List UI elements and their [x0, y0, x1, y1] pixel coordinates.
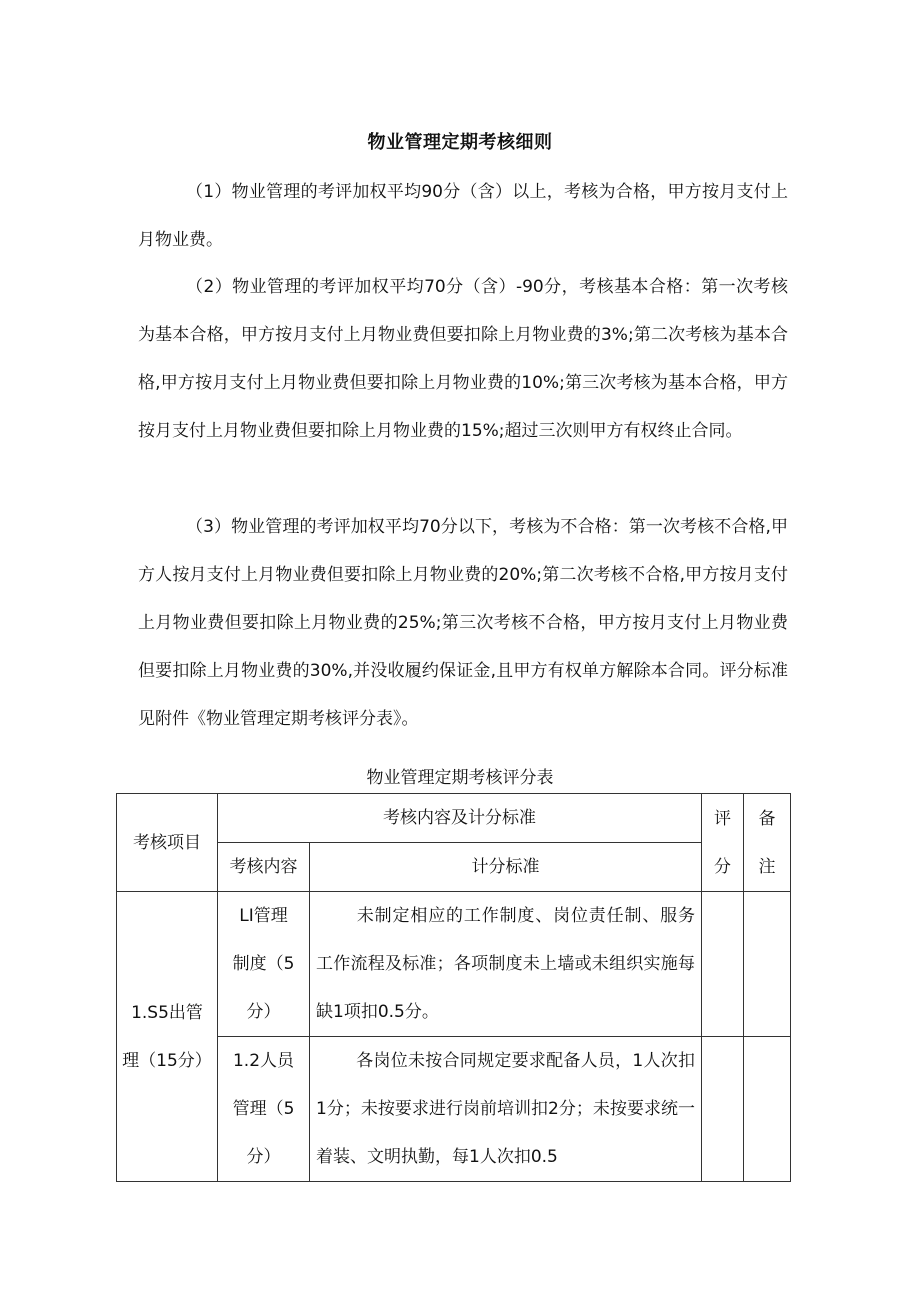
paragraph-2: （2）物业管理的考评加权平均70分（含）-90分，考核基本合格：第一次考核为基本合格，甲方按月支付上月物业费但要扣除上月物业费的3%;第二次考核为基本合格,甲方按月支付上月物业费但要扣除上月物业费的10%;第三次考核为基本合格，甲方按月支付上月物业费但要扣除上月物业费的15%;超过三次则甲方有权终止合同。	[138, 277, 788, 441]
table-title: 物业管理定期考核评分表	[366, 768, 554, 788]
row2-content-line1: 1.2人员	[232, 1051, 295, 1071]
row1-content-line3: 分）	[246, 1002, 281, 1022]
paragraph-3: （3）物业管理的考评加权平均70分以下，考核为不合格：第一次考核不合格,甲方人按月支付上月物业费但要扣除上月物业费的20%;第二次考核不合格,甲方按月支付上月物业费但要扣除上月物业费的25%;第三次考核不合格，甲方按月支付上月物业费但要扣除上月物业费的30%,并没收履约保证金,且甲方有权单方解除本合同。评分标准见附件《物业管理定期考核评分表》。	[138, 517, 788, 729]
row1-content-line2: 制度（5	[232, 954, 295, 974]
row1-content	[218, 892, 310, 1037]
row1-note	[744, 892, 791, 1037]
document-title: 物业管理定期考核细则	[367, 132, 553, 153]
header-score-top: 评	[714, 808, 731, 829]
group-label-line2: 理（15分）	[122, 1050, 212, 1071]
row2-score	[702, 1037, 744, 1182]
group-label	[117, 892, 218, 1182]
row1-content-line1: LI管理	[239, 906, 288, 926]
header-score	[702, 794, 744, 892]
row2-note	[744, 1037, 791, 1182]
header-score-bottom: 分	[714, 856, 731, 877]
row2-content-line3: 分）	[246, 1147, 281, 1167]
row1-standard	[310, 892, 702, 1037]
header-content-group: 考核内容及计分标准	[218, 794, 702, 843]
header-standard: 计分标准	[310, 843, 702, 892]
row2-standard-text: 各岗位未按合同规定要求配备人员，1人次扣1分；未按要求进行岗前培训扣2分；未按要求统一着装、文明执勤，每1人次扣0.5	[316, 1051, 695, 1167]
header-note	[744, 794, 791, 892]
row1-standard-text: 未制定相应的工作制度、岗位责任制、服务工作流程及标准；各项制度未上墙或未组织实施每缺1项扣0.5分。	[316, 906, 695, 1022]
score-table	[116, 793, 791, 1182]
header-content: 考核内容	[218, 843, 310, 892]
header-item: 考核项目	[117, 794, 218, 892]
paragraph-1: （1）物业管理的考评加权平均90分（含）以上，考核为合格，甲方按月支付上月物业费。	[138, 182, 788, 250]
row2-standard	[310, 1037, 702, 1182]
group-label-line1: 1.S5出管	[131, 1002, 203, 1023]
row2-content	[218, 1037, 310, 1182]
header-note-bottom: 注	[758, 856, 776, 877]
row1-score	[702, 892, 744, 1037]
row2-content-line2: 管理（5	[232, 1099, 295, 1119]
header-note-top: 备	[758, 808, 776, 829]
